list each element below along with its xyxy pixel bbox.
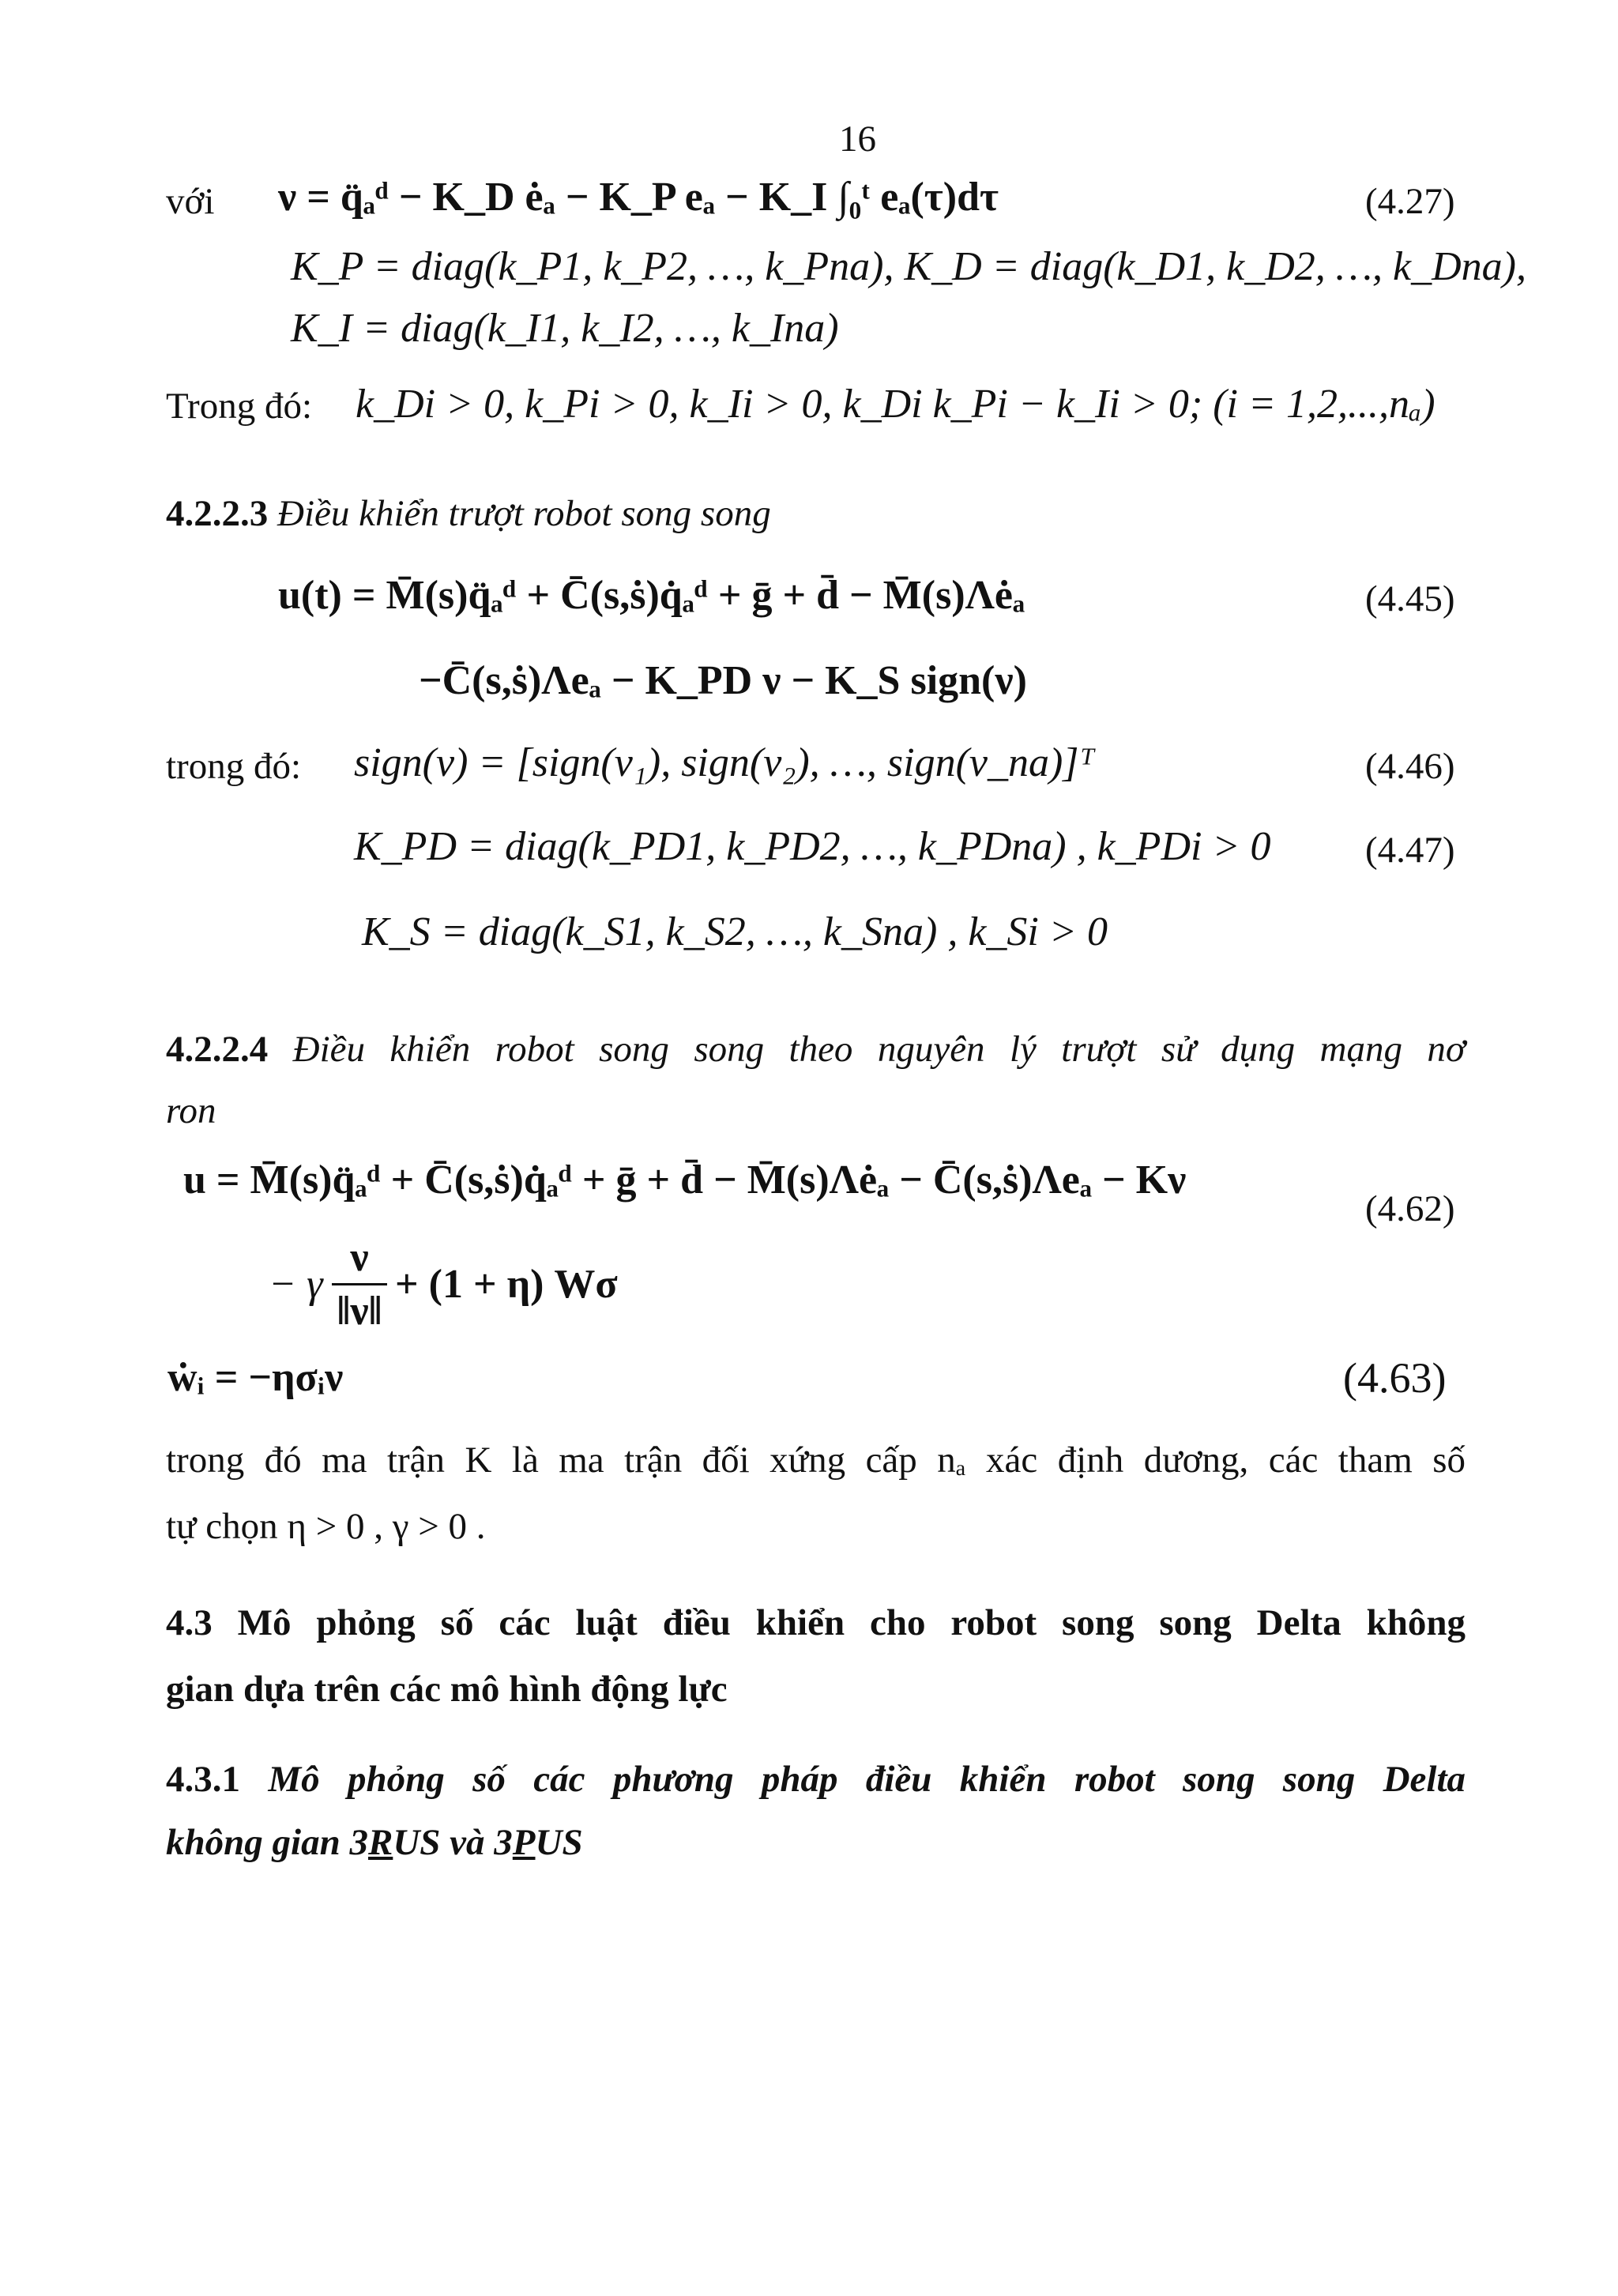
heading-4-3-1-underlined-r: R [367, 1822, 393, 1863]
label-trong-do-2: trong đó: [166, 746, 302, 787]
equation-4-46: sign(ν) = [sign(ν₁), sign(ν₂), …, sign(ν_na)]ᵀ [354, 740, 1095, 785]
condition-gains: k_Di > 0, k_Pi > 0, k_Ii > 0, k_Di k_Pi − k_Ii > 0; (i = 1,2,...,nₐ) [356, 382, 1436, 427]
heading-4-2-2-4-title-line2: ron [166, 1090, 216, 1131]
heading-4-2-2-4-number: 4.2.2.4 [166, 1029, 269, 1070]
equation-number-4-46: (4.46) [1365, 746, 1455, 787]
equation-4-62-line1: u = M̄(s)q̈ₐᵈ + C̄(s,ṡ)q̇ₐᵈ + ḡ + d̄ − M̄(s)Λėₐ − C̄(s,ṡ)Λeₐ − Kν [183, 1157, 1187, 1203]
equation-number-4-45: (4.45) [1365, 578, 1455, 619]
equation-ks: K_S = diag(k_S1, k_S2, …, k_Sna) , k_Si > 0 [362, 909, 1108, 954]
equation-4-27: ν = q̈ₐᵈ − K_D ėₐ − K_P eₐ − K_I ∫₀ᵗ eₐ(τ)dτ [278, 175, 999, 220]
heading-4-2-2-4-title-line1: Điều khiển robot song song theo nguyên lý trượt sử dụng mạng nơ [292, 1029, 1466, 1070]
heading-4-3-1-line1 [166, 1749, 1466, 1809]
equation-number-4-63: (4.63) [1343, 1354, 1447, 1402]
paragraph-line1: trong đó ma trận K là ma trận đối xứng cấp nₐ xác định dương, các tham số [166, 1440, 1466, 1481]
heading-4-3-1-number: 4.3.1 [166, 1759, 240, 1800]
label-trong-do-1: Trong đó: [166, 386, 313, 427]
equation-4-47: K_PD = diag(k_PD1, k_PD2, …, k_PDna) , k_PDi > 0 [354, 824, 1271, 869]
equation-number-4-27: (4.27) [1365, 181, 1455, 222]
heading-4-3-line1: 4.3 Mô phỏng số các luật điều khiển cho robot song song Delta không [166, 1602, 1466, 1643]
heading-4-3-1-line2 [166, 1812, 583, 1873]
equation-4-63: ẇᵢ = −ησᵢν [167, 1355, 344, 1400]
heading-4-3-1-title-post: US [535, 1822, 583, 1863]
paragraph-line2: tự chọn η > 0 , γ > 0 . [166, 1506, 486, 1547]
fraction-bar [332, 1283, 387, 1285]
page-number: 16 [839, 119, 876, 160]
heading-4-3-1-title-mid: US và 3 [393, 1822, 513, 1863]
heading-4-2-2-4-line1 [166, 1019, 1466, 1079]
label-voi: với [166, 181, 215, 222]
equation-number-4-47: (4.47) [1365, 830, 1455, 871]
equation-4-62-tail: + (1 + η) Wσ [395, 1262, 618, 1307]
equation-4-45-line2: −C̄(s,ṡ)Λeₐ − K_PD ν − K_S sign(ν) [419, 658, 1027, 703]
equation-4-62-frac-denominator: ‖ν‖ [337, 1289, 382, 1334]
equation-4-62-gamma: − γ [269, 1262, 323, 1307]
equation-number-4-62: (4.62) [1365, 1188, 1455, 1229]
heading-4-3-1-title-line1: Mô phỏng số các phương pháp điều khiển robot song song Delta [268, 1759, 1466, 1800]
heading-4-3-line2: gian dựa trên các mô hình động lực [166, 1669, 728, 1710]
heading-4-3-1-underlined-p: P [512, 1822, 536, 1863]
equation-4-45-line1: u(t) = M̄(s)q̈ₐᵈ + C̄(s,ṡ)q̇ₐᵈ + ḡ + d̄ − M̄(s)Λėₐ [278, 573, 1025, 618]
heading-4-2-2-3 [166, 484, 771, 544]
equation-kp-kd: K_P = diag(k_P1, k_P2, …, k_Pna), K_D = diag(k_D1, k_D2, …, k_Dna), [291, 244, 1526, 289]
heading-4-2-2-4-line2 [166, 1081, 216, 1141]
heading-4-2-2-3-number: 4.2.2.3 [166, 493, 269, 534]
heading-4-2-2-3-title: Điều khiển trượt robot song song [277, 493, 771, 534]
heading-4-3-1-title-pre: không gian 3 [166, 1822, 368, 1863]
equation-4-62-frac-numerator: ν [350, 1235, 369, 1280]
equation-ki: K_I = diag(k_I1, k_I2, …, k_Ina) [291, 306, 839, 351]
